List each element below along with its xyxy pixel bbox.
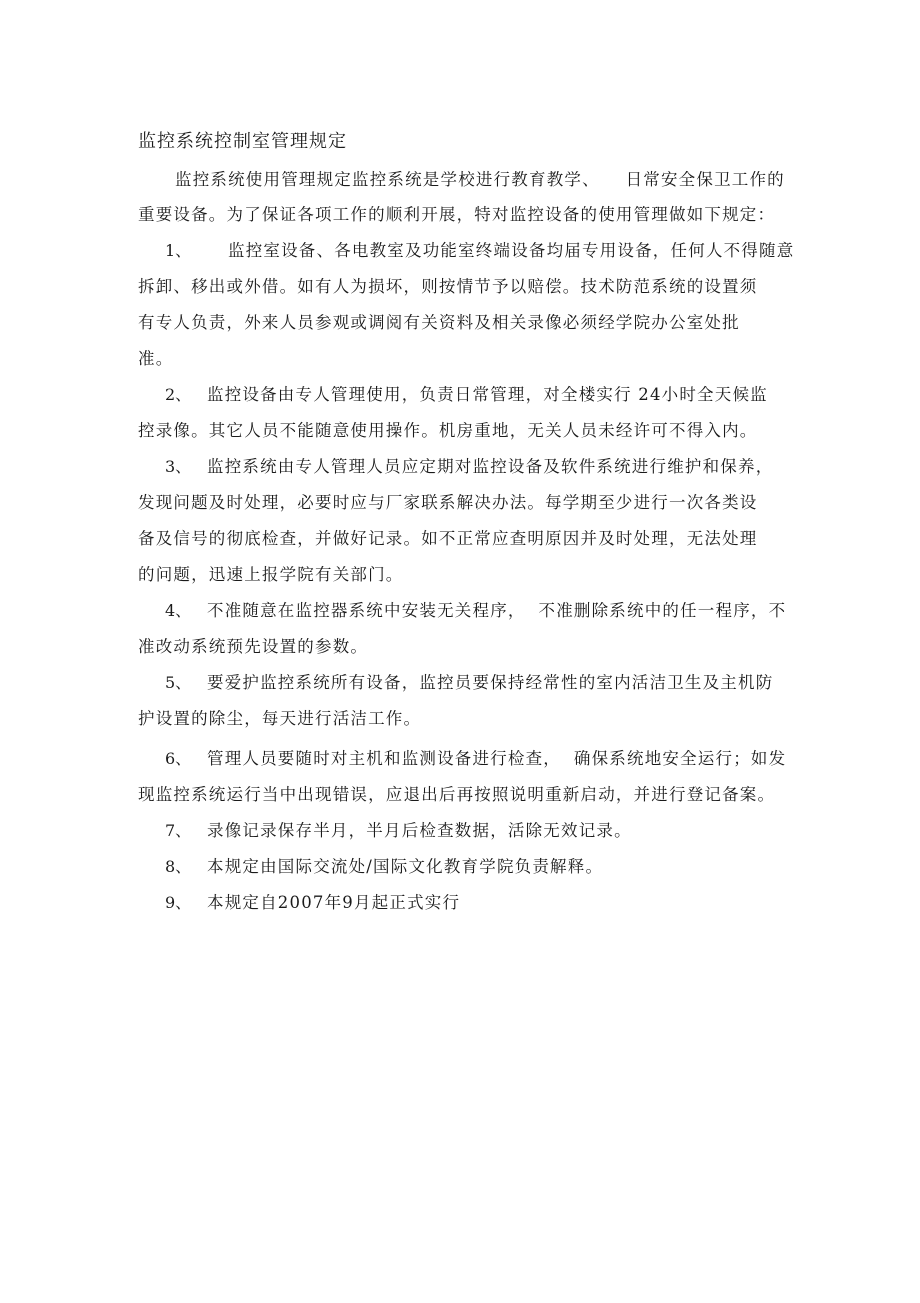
item-line: 准改动系统预先设置的参数。 — [138, 637, 369, 656]
item-line: 控录像。其它人员不能随意使用操作。机房重地，无关人员未经许可不得入内。 — [138, 421, 758, 440]
item-line: 的问题，迅速上报学院有关部门。 — [138, 565, 404, 584]
item-number: 2、 — [165, 385, 192, 404]
item-line: 不准随意在监控器系统中安装无关程序， 不准删除系统中的任一程序，不 — [207, 601, 787, 620]
item-line: 备及信号的彻底检查，并做好记录。如不正常应查明原因并及时处理，无法处理 — [138, 529, 758, 548]
item-line: 准。 — [138, 349, 174, 368]
item-number: 6、 — [165, 749, 192, 768]
item-line: 护设置的除尘，每天进行活洁工作。 — [138, 709, 422, 728]
item-line: 现监控系统运行当中出现错误，应退出后再按照说明重新启动，并进行登记备案。 — [138, 785, 776, 804]
item-line: 录像记录保存半月，半月后检查数据，活除无效记录。 — [207, 821, 632, 840]
item-line: 本规定由国际交流处/国际文化教育学院负责解释。 — [207, 857, 604, 876]
item-number: 8、 — [165, 857, 192, 876]
item-line: 有专人负责，外来人员参观或调阅有关资料及相关录像必须经学院办公室处批 — [138, 313, 740, 332]
item-line: 监控室设备、各电教室及功能室终端设备均届专用设备，任何人不得随意 — [228, 241, 795, 260]
document-title: 监控系统控制室管理规定 — [138, 131, 347, 152]
intro-line: 监控系统使用管理规定监控系统是学校进行教育教学、 日常安全保卫工作的 — [175, 170, 785, 189]
item-line: 监控系统由专人管理人员应定期对监控设备及软件系统进行维护和保养， — [207, 457, 774, 476]
item-number: 9、 — [165, 893, 192, 912]
intro-line: 重要设备。为了保证各项工作的顺利开展，特对监控设备的使用管理做如下规定： — [138, 205, 776, 224]
item-number: 7、 — [165, 821, 192, 840]
item-number: 5、 — [165, 673, 192, 692]
item-line: 管理人员要随时对主机和监测设备进行检查， 确保系统地安全运行；如发 — [207, 749, 787, 768]
item-number: 1、 — [165, 241, 192, 260]
item-number: 3、 — [165, 457, 192, 476]
item-line: 本规定自2007年9月起正式实行 — [207, 893, 461, 912]
item-line: 拆卸、移出或外借。如有人为损坏，则按情节予以赔偿。技术防范系统的设置须 — [138, 277, 758, 296]
item-line: 监控设备由专人管理使用，负责日常管理，对全楼实行 24小时全天候监 — [207, 385, 768, 404]
item-line: 发现问题及时处理，必要时应与厂家联系解决办法。每学期至少进行一次各类设 — [138, 493, 758, 512]
item-line: 要爱护监控系统所有设备，监控员要保持经常性的室内活洁卫生及主机防 — [207, 673, 774, 692]
item-number: 4、 — [165, 601, 192, 620]
